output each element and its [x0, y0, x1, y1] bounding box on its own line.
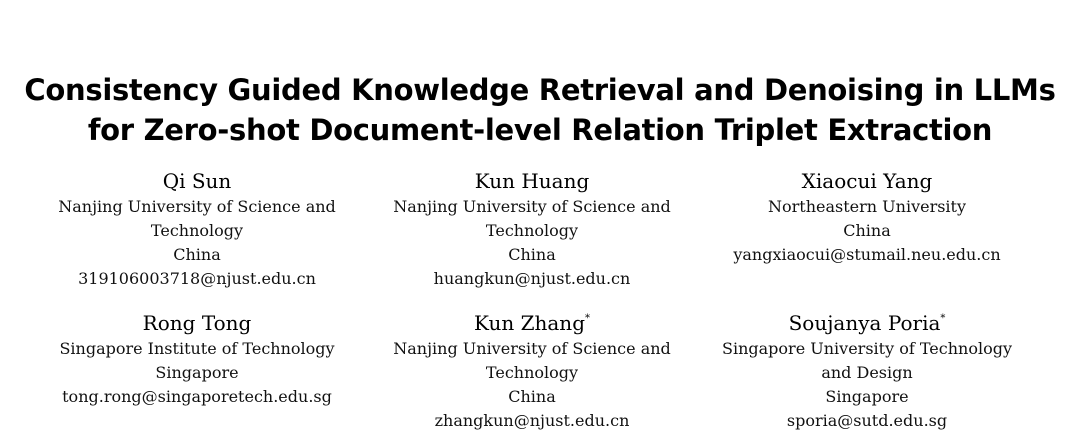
author-affiliation: Northeastern University [767, 197, 967, 216]
author-email: tong.rong@singaporetech.edu.sg [62, 387, 332, 406]
author-block-kun-zhang [362, 310, 702, 433]
author-email: zhangkun@njust.edu.cn [434, 411, 630, 430]
author-name: Kun Zhang* [473, 311, 590, 335]
author-affiliation: Technology [485, 221, 579, 240]
paper-title-line-2: for Zero-shot Document-level Relation Triplet Extraction [87, 113, 993, 147]
author-name: Xiaocui Yang [801, 169, 933, 193]
author-email: yangxiaocui@stumail.neu.edu.cn [733, 245, 1001, 264]
author-affiliation: Nanjing University of Science and [58, 197, 336, 216]
corresponding-author-mark: * [940, 313, 946, 324]
author-block-rong-tong [27, 310, 367, 409]
author-affiliation: Technology [485, 363, 579, 382]
author-country: China [843, 221, 891, 240]
author-name: Kun Huang [474, 169, 590, 193]
paper-title [0, 70, 1080, 150]
author-country: China [508, 245, 556, 264]
author-row-2 [0, 310, 1080, 440]
author-country: China [508, 387, 556, 406]
author-affiliation: Nanjing University of Science and [393, 339, 671, 358]
author-country: Singapore [155, 363, 239, 382]
author-country: China [173, 245, 221, 264]
author-row-1 [0, 168, 1080, 298]
author-block-qi-sun [27, 168, 367, 291]
corresponding-author-mark: * [585, 313, 590, 324]
author-affiliation: Technology [150, 221, 244, 240]
paper-title-line-1: Consistency Guided Knowledge Retrieval and Denoising in LLMs [24, 73, 1056, 107]
author-block-xiaocui-yang [697, 168, 1037, 267]
author-email: huangkun@njust.edu.cn [433, 269, 631, 288]
author-name: Qi Sun [162, 169, 232, 193]
author-affiliation: Nanjing University of Science and [393, 197, 671, 216]
author-name: Soujanya Poria* [788, 311, 946, 335]
author-email: sporia@sutd.edu.sg [786, 411, 948, 430]
author-affiliation: Singapore Institute of Technology [59, 339, 335, 358]
author-name: Rong Tong [142, 311, 252, 335]
author-affiliation: Singapore University of Technology [722, 339, 1012, 358]
author-block-soujanya-poria [697, 310, 1037, 433]
author-country: Singapore [825, 387, 909, 406]
author-email: 319106003718@njust.edu.cn [78, 269, 316, 288]
author-affiliation: and Design [821, 363, 913, 382]
author-block-kun-huang [362, 168, 702, 291]
